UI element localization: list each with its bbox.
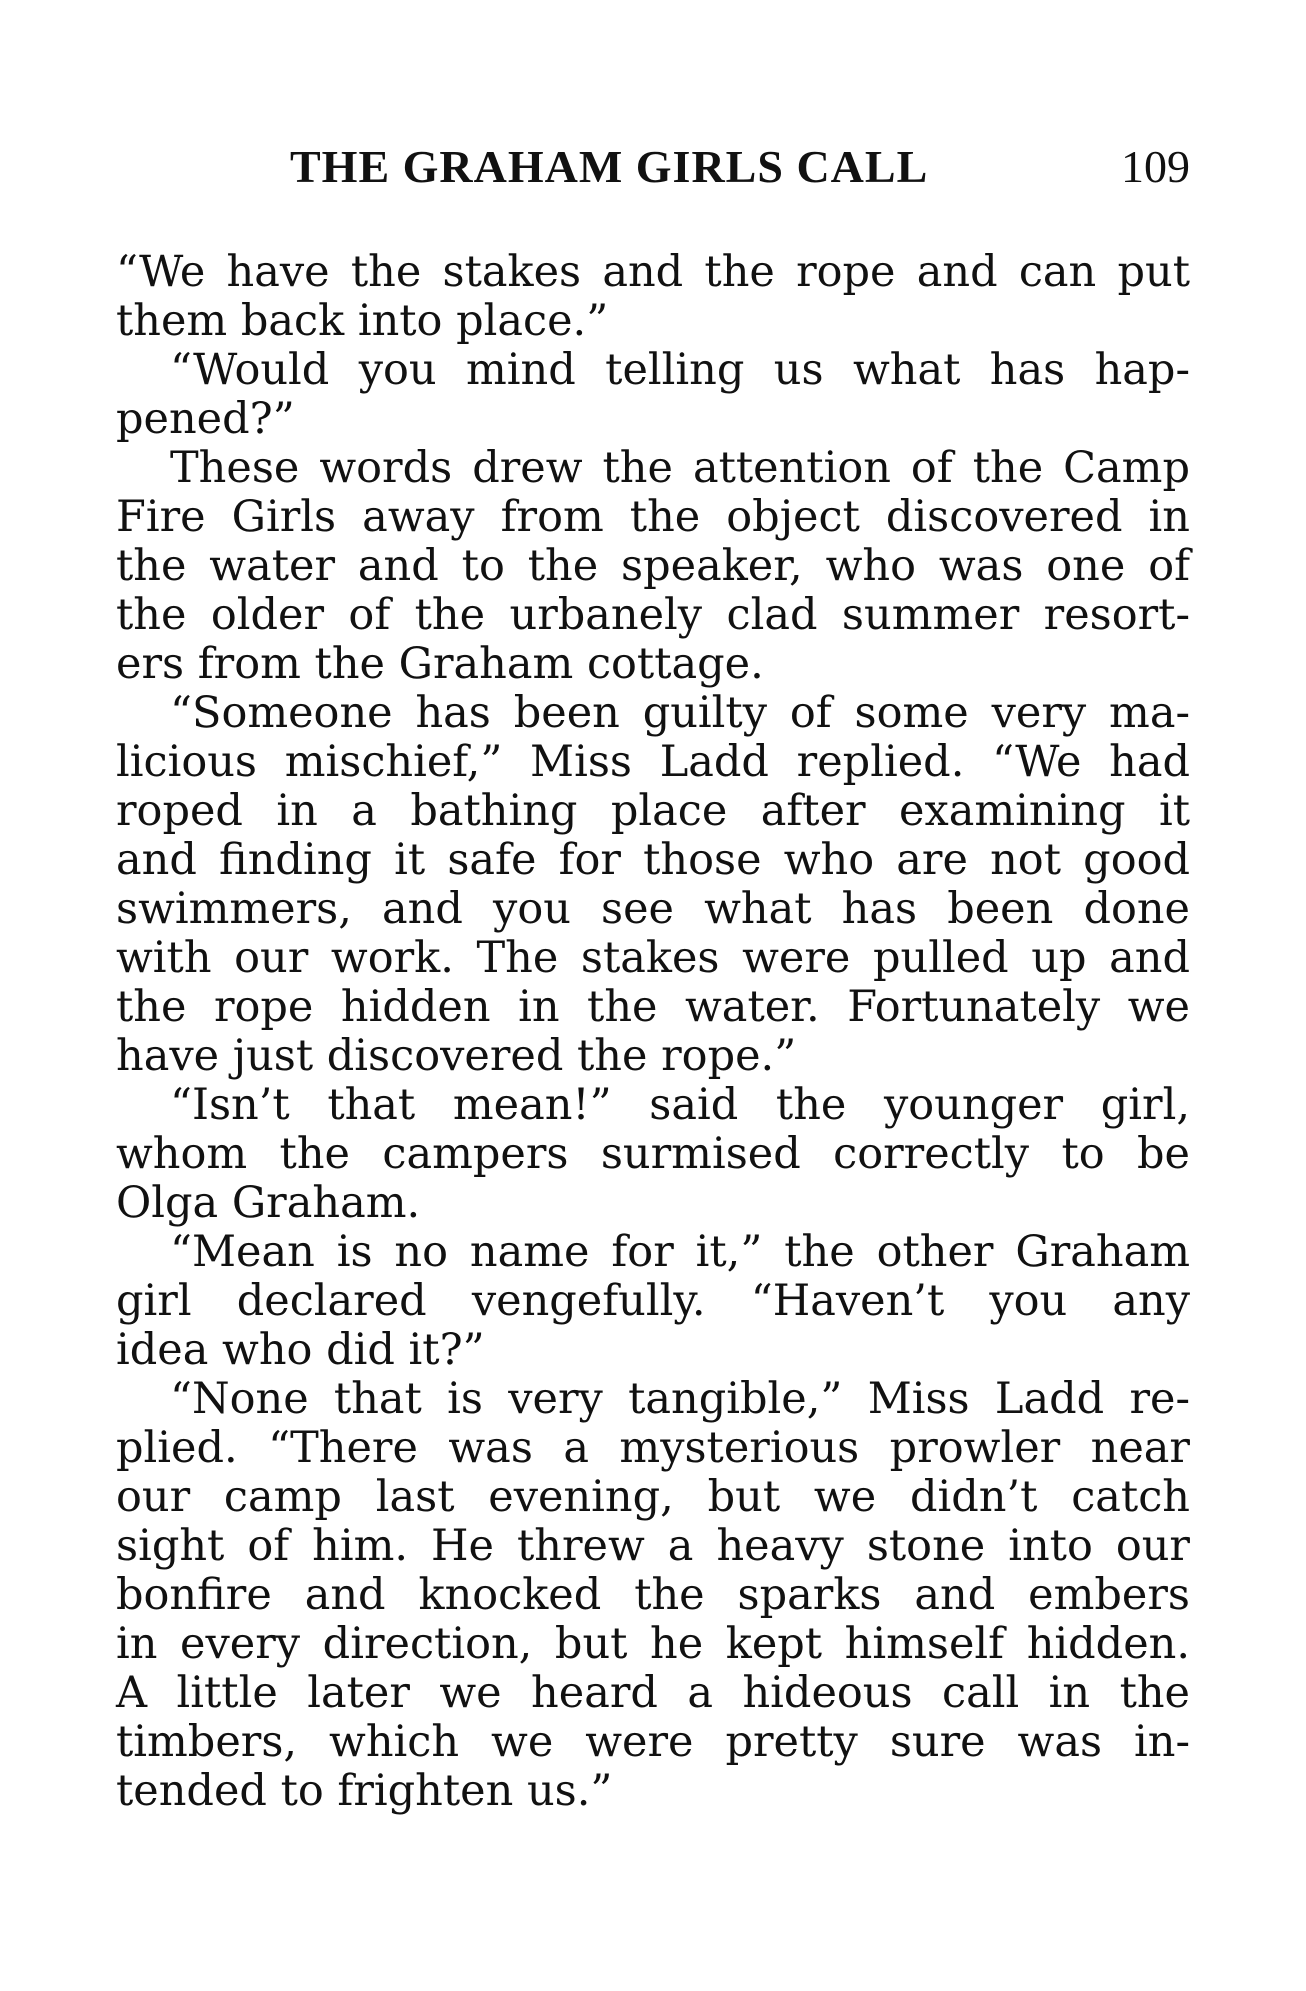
text-line: the water and to the speaker, who was one of	[116, 541, 1190, 591]
text-line: idea who did it?”	[116, 1325, 485, 1375]
text-line: pened?”	[116, 394, 295, 444]
text-line: licious mischief,” Miss Ladd replied. “We had	[116, 737, 1190, 787]
text-line: “Would you mind telling us what has hap-	[170, 345, 1190, 395]
text-line: Olga Graham.	[116, 1178, 421, 1228]
body-text	[116, 248, 1190, 1816]
text-line: girl declared vengefully. “Haven’t you any	[116, 1276, 1190, 1326]
text-line: Fire Girls away from the object discovered in	[116, 492, 1190, 542]
text-line: bonfire and knocked the sparks and embers	[116, 1570, 1190, 1620]
text-line: and finding it safe for those who are not good	[116, 835, 1190, 885]
text-line: the older of the urbanely clad summer resort-	[116, 590, 1190, 640]
text-line: swimmers, and you see what has been done	[116, 884, 1190, 934]
text-line: have just discovered the rope.”	[116, 1031, 797, 1081]
running-head	[290, 140, 1190, 204]
text-line: sight of him. He threw a heavy stone into our	[116, 1521, 1190, 1571]
text-line: plied. “There was a mysterious prowler near	[116, 1423, 1190, 1473]
text-line: our camp last evening, but we didn’t catch	[116, 1472, 1190, 1522]
text-line: “Someone has been guilty of some very ma-	[170, 688, 1190, 738]
text-line: A little later we heard a hideous call in the	[116, 1668, 1190, 1718]
text-line: whom the campers surmised correctly to be	[116, 1129, 1190, 1179]
text-line: timbers, which we were pretty sure was in-	[116, 1717, 1190, 1767]
text-line: tended to frighten us.”	[116, 1766, 613, 1816]
page-number: 109	[1121, 141, 1190, 192]
running-title: THE GRAHAM GIRLS CALL	[290, 141, 929, 192]
text-line: These words drew the attention of the Camp	[170, 443, 1190, 493]
text-line: “We have the stakes and the rope and can put	[116, 247, 1190, 297]
text-line: ers from the Graham cottage.	[116, 639, 764, 689]
text-line: them back into place.”	[116, 296, 609, 346]
text-line: “Isn’t that mean!” said the younger girl,	[170, 1080, 1190, 1130]
text-line: “None that is very tangible,” Miss Ladd re-	[170, 1374, 1190, 1424]
text-line: “Mean is no name for it,” the other Graham	[170, 1227, 1190, 1277]
text-line: the rope hidden in the water. Fortunately we	[116, 982, 1190, 1032]
text-line: roped in a bathing place after examining it	[116, 786, 1190, 836]
text-line: in every direction, but he kept himself hidden.	[116, 1619, 1190, 1669]
text-line: with our work. The stakes were pulled up and	[116, 933, 1190, 983]
